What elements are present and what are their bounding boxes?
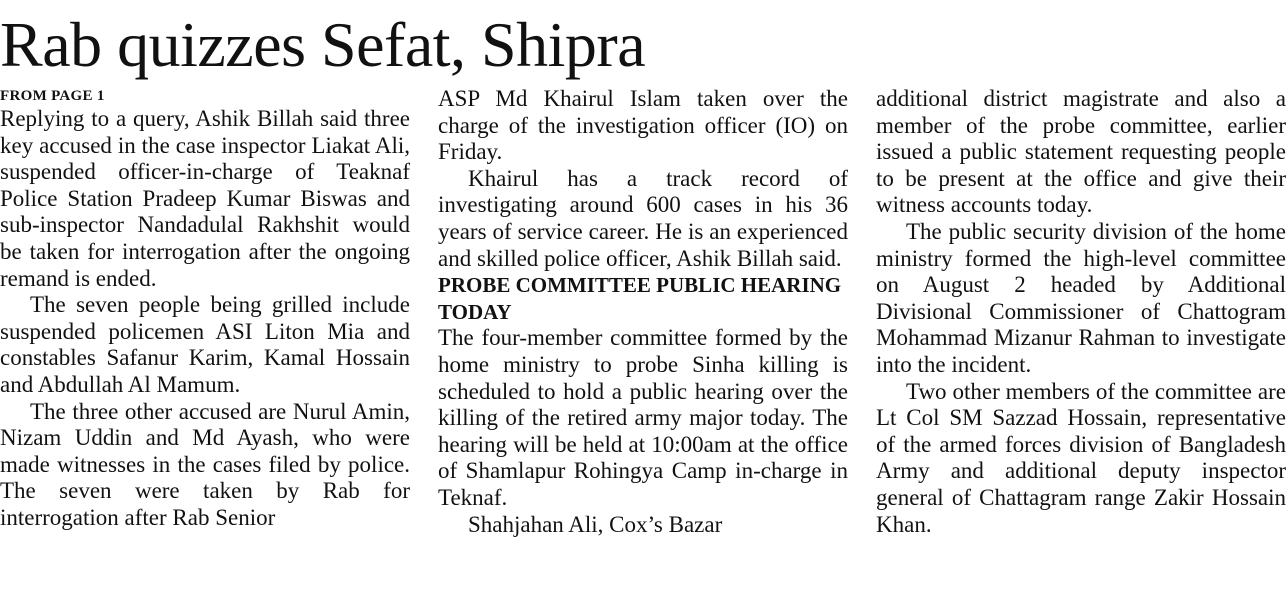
paragraph: The three other accused are Nurul Amin, Nizam Uddin and Md Ayash, who were made witnesses in the cases filed by police. The seven were taken by Rab for interrogation after Rab Senior xyxy=(0,398,410,530)
paragraph: Shahjahan Ali, Cox’s Bazar xyxy=(468,511,723,537)
article-body xyxy=(0,86,1286,596)
paragraph: Two other members of the committee are Lt Col SM Sazzad Hossain, representative of the armed forces division of Bangladesh Army and additional deputy inspector general of Chattagram range Zakir Hossain Khan. xyxy=(876,378,1286,537)
paragraph: Khairul has a track record of investigating around 600 cases in his 36 years of service career. He is an experienced and skilled police officer, Ashik Billah said. xyxy=(438,165,848,271)
paragraph: The four-member committee formed by the home ministry to probe Sinha killing is scheduled to hold a public hearing over the killing of the retired army major today. The hearing will be held at 10:00am at the office of Shamlapur Rohingya Camp in-charge in Teknaf. xyxy=(438,325,848,510)
paragraph: additional district magistrate and also a member of the probe committee, earlier issued a public statement requesting people to be present at the office and give their witness accounts today. xyxy=(876,86,1286,218)
paragraph: The public security division of the home ministry formed the high-level committee on August 2 headed by Additional Divisional Commissioner of Chattogram Mohammad Mizanur Rahman to investigate into the incident. xyxy=(876,218,1286,377)
paragraph: ASP Md Khairul Islam taken over the charge of the investigation officer (IO) on Friday. xyxy=(438,86,848,165)
jump-line: FROM PAGE 1 xyxy=(0,88,105,104)
headline: Rab quizzes Sefat, Shipra xyxy=(0,9,646,80)
paragraph: The seven people being grilled include suspended policemen ASI Liton Mia and constables Safanur Karim, Kamal Hossain and Abdullah Al Mamum. xyxy=(0,292,410,397)
subheading: PROBE COMMITTEE PUBLIC HEARING TODAY xyxy=(438,273,842,324)
article-column-1 xyxy=(0,86,410,596)
article-column-2 xyxy=(438,86,848,596)
paragraph: Replying to a query, Ashik Billah said three key accused in the case inspector Liakat Ali, suspended officer-in-charge of Teaknaf Police Station Pradeep Kumar Biswas and sub-inspector Nandadulal Rakhshit would be taken for interrogation after the ongoing remand is ended. xyxy=(0,106,410,291)
article-column-3 xyxy=(876,86,1286,596)
